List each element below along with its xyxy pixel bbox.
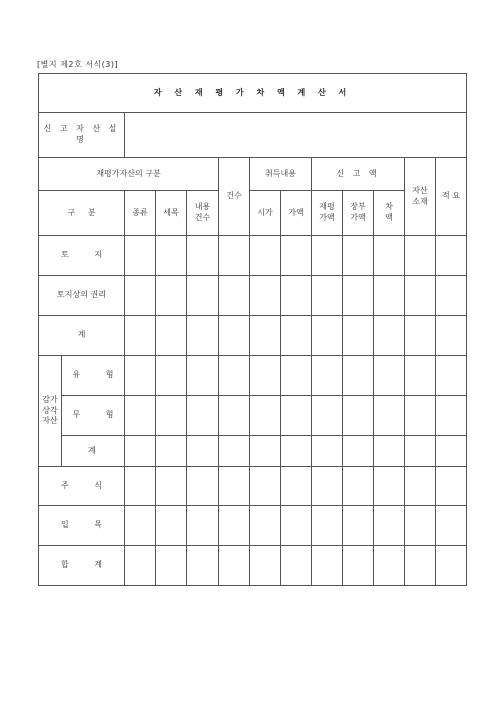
form-number: [별지 제2호 서식(3)] [37,60,119,69]
header-remarks: 적 요 [436,158,467,236]
row-label-standing-timber: 입 목 [39,506,125,546]
table-cell[interactable] [374,276,405,316]
table-row [39,316,467,356]
table-cell[interactable] [343,436,374,467]
table-cell[interactable] [156,467,187,506]
table-cell[interactable] [405,356,436,396]
table-cell[interactable] [343,236,374,276]
table-cell[interactable] [156,546,187,586]
table-cell[interactable] [219,356,250,396]
row-label-land: 토 지 [39,236,125,276]
revaluation-form-table [38,73,467,586]
table-cell[interactable] [156,316,187,356]
declarant-label: 신 고 자 산 설 명 [39,113,125,158]
table-row [39,467,467,506]
table-cell[interactable] [187,236,219,276]
table-cell[interactable] [219,546,250,586]
table-cell[interactable] [405,276,436,316]
table-cell[interactable] [281,467,312,506]
header-difference: 차 액 [374,191,405,236]
table-cell[interactable] [250,436,281,467]
table-cell[interactable] [436,436,467,467]
table-cell[interactable] [436,546,467,586]
table-cell[interactable] [156,396,187,436]
header-asset-location: 자산 소재 [405,158,436,236]
table-cell[interactable] [374,546,405,586]
table-cell[interactable] [343,356,374,396]
table-cell[interactable] [219,236,250,276]
row-label-land-rights: 토지상의 권리 [39,276,125,316]
declarant-value[interactable] [125,113,467,158]
table-cell[interactable] [312,546,343,586]
header-reval-amount: 재평 가액 [312,191,343,236]
table-cell[interactable] [343,316,374,356]
table-cell[interactable] [250,467,281,506]
table-cell[interactable] [250,276,281,316]
table-cell[interactable] [125,276,156,316]
table-cell[interactable] [156,506,187,546]
header-declared-amount: 신 고 액 [312,158,405,191]
table-cell[interactable] [343,546,374,586]
table-cell[interactable] [436,276,467,316]
row-label-subtotal: 계 [39,316,125,356]
table-cell[interactable] [343,467,374,506]
row-label-intangible: 무 형 [62,396,125,436]
table-cell[interactable] [125,396,156,436]
form-title: 자 산 재 평 가 차 액 계 산 서 [39,74,467,113]
header-book-amount: 장부 가액 [343,191,374,236]
table-cell[interactable] [156,436,187,467]
table-cell[interactable] [281,546,312,586]
table-cell[interactable] [343,396,374,436]
table-cell[interactable] [250,236,281,276]
table-cell[interactable] [436,236,467,276]
table-row [39,436,467,467]
table-cell[interactable] [187,467,219,506]
table-cell[interactable] [187,436,219,467]
table-row [39,396,467,436]
table-cell[interactable] [436,356,467,396]
table-row [39,276,467,316]
table-cell[interactable] [187,546,219,586]
table-cell[interactable] [281,356,312,396]
table-cell[interactable] [219,506,250,546]
table-cell[interactable] [281,316,312,356]
table-cell[interactable] [156,356,187,396]
table-cell[interactable] [187,356,219,396]
table-cell[interactable] [125,546,156,586]
table-cell[interactable] [343,506,374,546]
row-label-total: 합 계 [39,546,125,586]
table-cell[interactable] [405,506,436,546]
table-row [39,356,467,396]
table-cell[interactable] [125,356,156,396]
table-cell[interactable] [374,356,405,396]
table-cell[interactable] [312,396,343,436]
table-cell[interactable] [374,236,405,276]
table-cell[interactable] [343,276,374,316]
table-cell[interactable] [219,316,250,356]
table-cell[interactable] [125,436,156,467]
row-label-subtotal: 계 [62,436,125,467]
header-type: 종류 [125,191,156,236]
table-cell[interactable] [312,436,343,467]
table-cell[interactable] [436,506,467,546]
table-cell[interactable] [156,276,187,316]
header-division: 구 분 [39,191,125,236]
table-cell[interactable] [281,236,312,276]
table-cell[interactable] [250,396,281,436]
table-cell[interactable] [374,467,405,506]
table-cell[interactable] [405,396,436,436]
table-row [39,236,467,276]
table-row [39,546,467,586]
row-label-stock: 주 식 [39,467,125,506]
table-cell[interactable] [219,467,250,506]
row-label-tangible: 유 형 [62,356,125,396]
table-cell[interactable] [374,396,405,436]
table-cell[interactable] [281,396,312,436]
table-cell[interactable] [281,276,312,316]
header-detail: 세목 [156,191,187,236]
table-cell[interactable] [187,276,219,316]
table-cell[interactable] [125,316,156,356]
table-cell[interactable] [187,396,219,436]
table-cell[interactable] [219,436,250,467]
table-cell[interactable] [250,316,281,356]
table-cell[interactable] [250,506,281,546]
table-cell[interactable] [405,546,436,586]
table-cell[interactable] [312,467,343,506]
table-cell[interactable] [125,506,156,546]
table-cell[interactable] [187,316,219,356]
table-cell[interactable] [250,546,281,586]
table-cell[interactable] [312,356,343,396]
row-label-depreciable-assets: 감가 상각 자산 [39,356,62,467]
table-cell[interactable] [219,396,250,436]
header-classification: 재평가자산의 구분 [39,158,219,191]
header-content-count: 내용 건수 [187,191,219,236]
table-cell[interactable] [312,276,343,316]
table-cell[interactable] [281,506,312,546]
table-cell[interactable] [312,236,343,276]
table-cell[interactable] [405,316,436,356]
table-cell[interactable] [312,316,343,356]
table-cell[interactable] [281,436,312,467]
table-cell[interactable] [219,276,250,316]
table-cell[interactable] [250,356,281,396]
header-count: 건수 [219,158,250,236]
table-cell[interactable] [405,436,436,467]
table-row [39,506,467,546]
table-cell[interactable] [125,467,156,506]
table-cell[interactable] [405,236,436,276]
header-market-price: 시가 [250,191,281,236]
table-cell[interactable] [312,506,343,546]
table-cell[interactable] [436,396,467,436]
table-cell[interactable] [405,467,436,506]
table-cell[interactable] [436,467,467,506]
header-price-amount: 가액 [281,191,312,236]
table-cell[interactable] [374,436,405,467]
table-cell[interactable] [374,506,405,546]
table-cell[interactable] [436,316,467,356]
header-acquisition: 취득내용 [250,158,312,191]
table-cell[interactable] [187,506,219,546]
table-cell[interactable] [125,236,156,276]
table-cell[interactable] [374,316,405,356]
table-cell[interactable] [156,236,187,276]
